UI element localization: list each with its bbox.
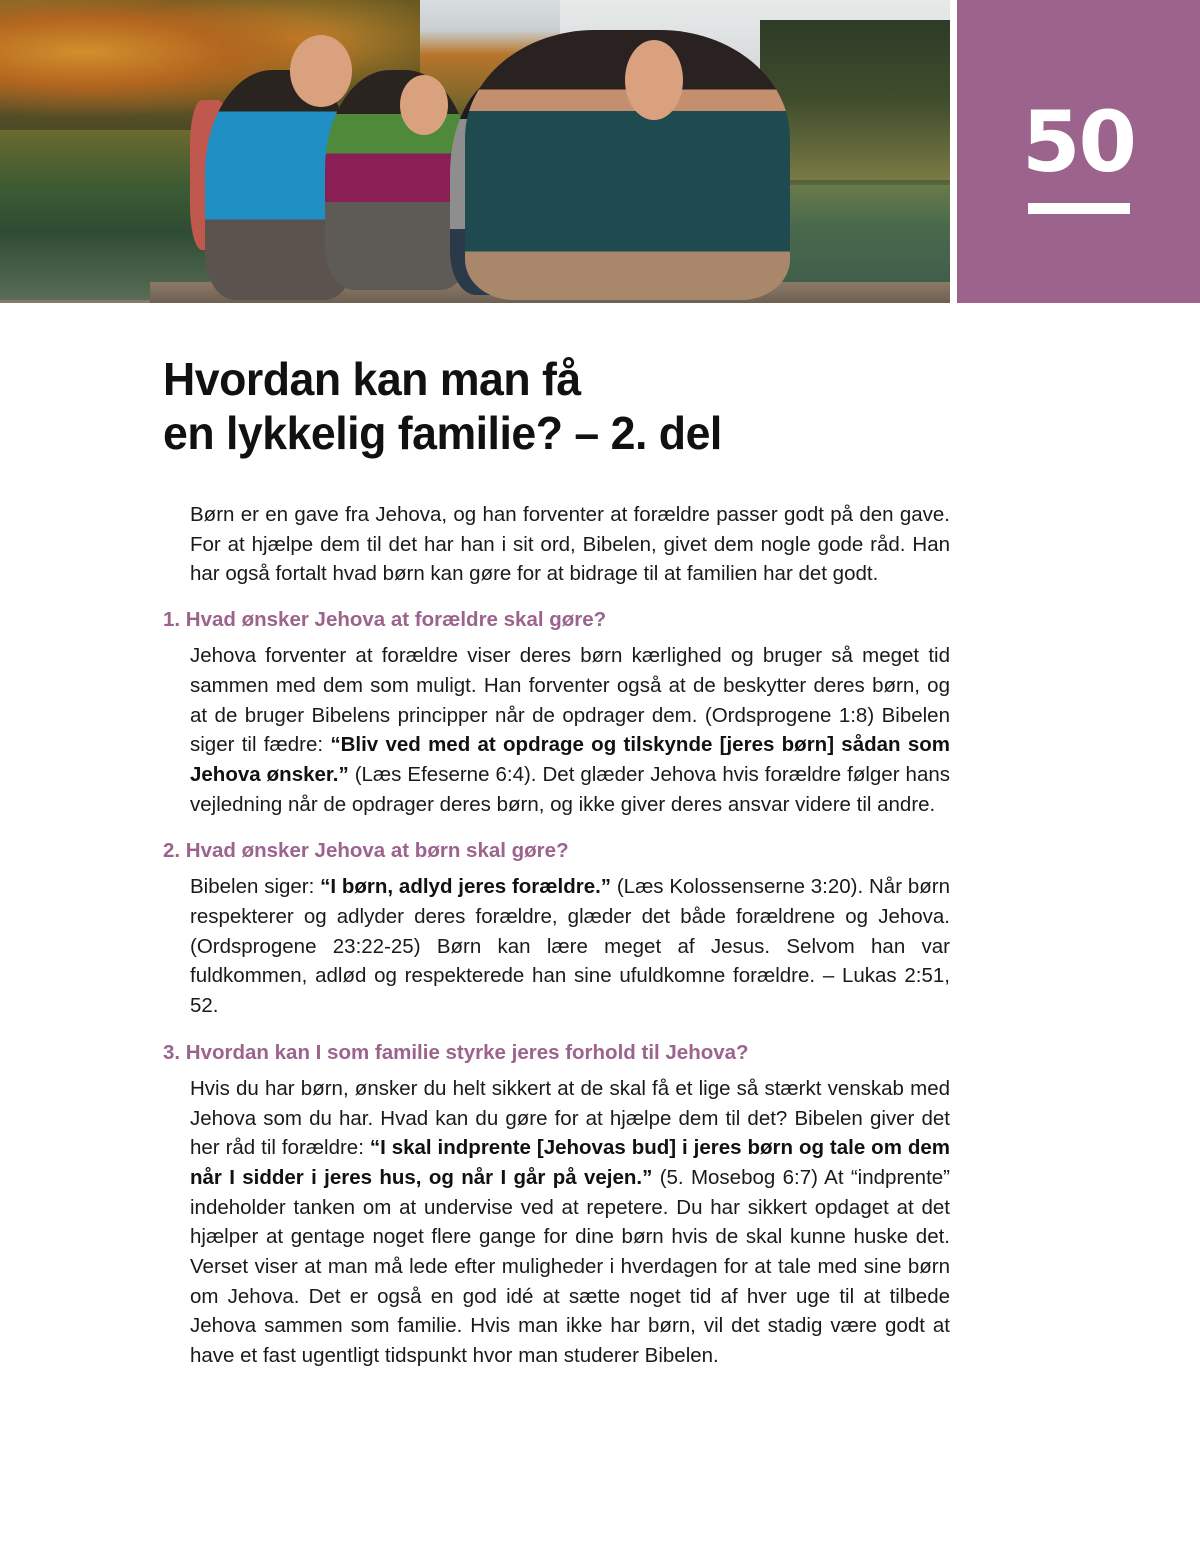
question-heading: 3. Hvordan kan I som familie styrke jeres forhold til Jehova? [163, 1040, 749, 1064]
answer-text: (Læs Kolossenserne 3:20). Når børn respekterer og adlyder deres forældre, glæder det både forældrene og Jehova. (Ordsprogene 23:22-25) Børn kan lære meget af Jesus. Selvom han var fuldkommen, adlød og respekterede han sine ufuldkomne forældre. – Lukas 2:51, 52. [190, 875, 950, 1018]
mother-face [290, 35, 352, 107]
title-line-2: en lykkelig familie? – 2. del [163, 407, 722, 459]
answer-paragraph [190, 1074, 950, 1371]
title-line-1: Hvordan kan man få [163, 353, 581, 405]
question-heading: 2. Hvad ønsker Jehova at børn skal gøre? [163, 839, 569, 863]
hero-photo [0, 0, 950, 303]
intro-paragraph: Børn er en gave fra Jehova, og han forventer at forældre passer godt på den gave. For at hjælpe dem til det har han i sit ord, Bibelen, givet dem nogle gode råd. Han har også fortalt hvad børn kan gøre for at bidrage til at familien har det godt. [190, 503, 950, 586]
lake-water [780, 185, 950, 285]
answer-text: Hvis du har børn, ønsker du helt sikkert at de skal få et lige så stærkt venskab med Jehova som du har. Hvad kan du gøre for at hjælpe dem til det? Bibelen giver det her råd til forældre: [190, 1076, 950, 1160]
scripture-quote: “I skal indprente [Jehovas bud] i jeres børn og tale om dem når I sidder i jeres hus, og når I går på vejen.” [190, 1136, 951, 1189]
question-section-3 [163, 1039, 953, 1371]
answer-text: Bibelen siger: [190, 875, 321, 899]
answer-text: (5. Mosebog 6:7) At “indprente” indeholder tanken om at undervise ved at repetere. Du har sikkert opdaget at det hjælper at gentage noget flere gange for dine børn hvis de skal kunne huske det. Verset viser at man må lede efter muligheder i hverdagen for at tale med sine børn om Jehova. Det er også en god idé at sætte noget tid af hver uge til at tilbede Jehova sammen som familie. Hvis man ikke har børn, vil det stadig være godt at have et fast ugentligt tidspunkt hvor man studerer Bibelen. [190, 1165, 950, 1368]
question-section-2 [163, 837, 953, 1021]
question-section-1 [163, 606, 953, 819]
answer-paragraph [190, 641, 950, 819]
lesson-number: 50 [1022, 93, 1135, 191]
scripture-quote: “Bliv ved med at opdrage og tilskynde [jeres børn] sådan som Jehova ønsker.” [190, 733, 950, 786]
lesson-number-underline [1028, 203, 1130, 214]
daughter-face [400, 75, 448, 135]
father-face [625, 40, 683, 120]
question-heading: 1. Hvad ønsker Jehova at forældre skal gøre? [163, 608, 607, 632]
scripture-quote: “I børn, adlyd jeres forældre.” [320, 875, 612, 899]
page-title [163, 352, 939, 460]
answer-paragraph [190, 872, 950, 1021]
lesson-badge [957, 0, 1200, 303]
lesson-content [163, 500, 953, 1389]
answer-text: (Læs Efeserne 6:4). Det glæder Jehova hvis forældre følger hans vejledning når de opdrager deres børn, og ikke giver deres ansvar videre til andre. [190, 762, 950, 816]
daughter-figure [325, 70, 470, 290]
answer-text: Jehova forventer at forældre viser deres børn kærlighed og bruger så meget tid sammen med dem som muligt. Han forventer også at de beskytter deres børn, og at de bruger Bibelens principper når de opdrager dem. (Ordsprogene 1:8) Bibelen siger til fædre: [190, 644, 950, 757]
